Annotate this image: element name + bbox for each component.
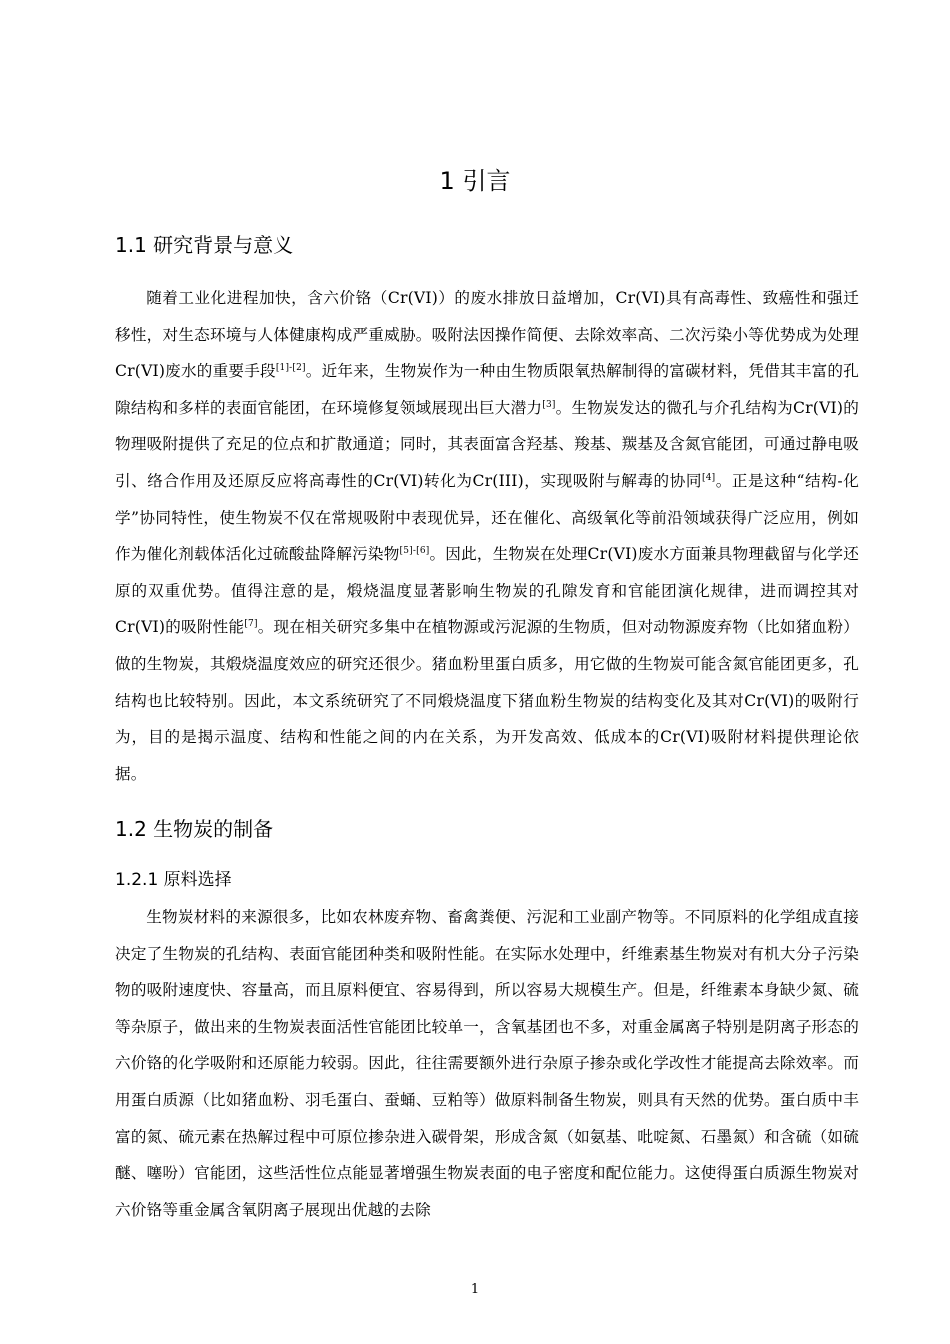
citation: [1]-[2] (275, 363, 306, 374)
paragraph-text: 。生物炭发达的微孔与介孔结构为Cr(VI)的物理吸附提供了充足的位点和扩散通道；同时，其表面富含羟基、羧基、羰基及含氮官能团，可通过静电吸引、络合作用及还原反应将高毒性的Cr(VI)转化为Cr(III)，实现吸附与解毒的协同 (115, 398, 859, 490)
section-heading-1-2: 1.2 生物炭的制备 (115, 817, 274, 841)
section-1-1-paragraph (115, 280, 859, 792)
paragraph-text: 。近年来，生物炭作为一种由生物质限氧热解制得的富碳材料，凭借其丰富的孔隙结构和多样的表面官能团，在环境修复领域展现出巨大潜力 (115, 362, 859, 417)
citation: [7] (244, 619, 258, 630)
paragraph-text: 。正是这种“结构-化学”协同特性，使生物炭不仅在常规吸附中表现优异，还在催化、高级氧化等前沿领域获得广泛应用，例如作为催化剂载体活化过硫酸盐降解污染物 (115, 471, 859, 564)
section-heading-1-2-1: 1.2.1 原料选择 (115, 870, 232, 890)
section-heading-1-1: 1.1 研究背景与意义 (115, 233, 294, 257)
citation: [5]-[6] (399, 546, 430, 557)
section-1-2-1-paragraph: 生物炭材料的来源很多，比如农林废弃物、畜禽粪便、污泥和工业副产物等。不同原料的化学组成直接决定了生物炭的孔结构、表面官能团种类和吸附性能。在实际水处理中，纤维素基生物炭对有机大分子污染物的吸附速度快、容量高，而且原料便宜、容易得到，所以容易大规模生产。但是，纤维素本身缺少氮、硫等杂原子，做出来的生物炭表面活性官能团比较单一，含氧基团也不多，对重金属离子特别是阴离子形态的六价铬的化学吸附和还原能力较弱。因此，往往需要额外进行杂原子掺杂或化学改性才能提高去除效率。而用蛋白质源（比如猪血粉、羽毛蛋白、蚕蛹、豆粕等）做原料制备生物炭，则具有天然的优势。蛋白质中丰富的氮、硫元素在热解过程中可原位掺杂进入碳骨架，形成含氮（如氨基、吡啶氮、石墨氮）和含硫（如硫醚、噻吩）官能团，这些活性位点能显著增强生物炭表面的电子密度和配位能力。这使得蛋白质源生物炭对六价铬等重金属含氧阴离子展现出优越的去除 (115, 908, 859, 1219)
citation: [3] (542, 399, 556, 410)
page-number: 1 (470, 1282, 480, 1297)
paragraph-text: 。因此，生物炭在处理Cr(VI)废水方面兼具物理截留与化学还原的双重优势。值得注意的是，煅烧温度显著影响生物炭的孔隙发育和官能团演化规律，进而调控其对Cr(VI)的吸附性能 (115, 545, 859, 637)
chapter-title: 1 引言 (439, 167, 511, 195)
paragraph-text: 随着工业化进程加快，含六价铬（Cr(VI)）的废水排放日益增加，Cr(VI)具有高毒性、致癌性和强迁移性，对生态环境与人体健康构成严重威胁。吸附法因操作简便、去除效率高、二次污染小等优势成为处理Cr(VI)废水的重要手段 (115, 289, 859, 381)
citation: [4] (702, 472, 716, 483)
paragraph-text: 。现在相关研究多集中在植物源或污泥源的生物质，但对动物源废弃物（比如猪血粉）做的生物炭，其煅烧温度效应的研究还很少。猪血粉里蛋白质多，用它做的生物炭可能含氮官能团更多，孔结构也比较特别。因此，本文系统研究了不同煅烧温度下猪血粉生物炭的结构变化及其对Cr(VI)的吸附行为，目的是揭示温度、结构和性能之间的内在关系，为开发高效、低成本的Cr(VI)吸附材料提供理论依据。 (115, 618, 859, 783)
